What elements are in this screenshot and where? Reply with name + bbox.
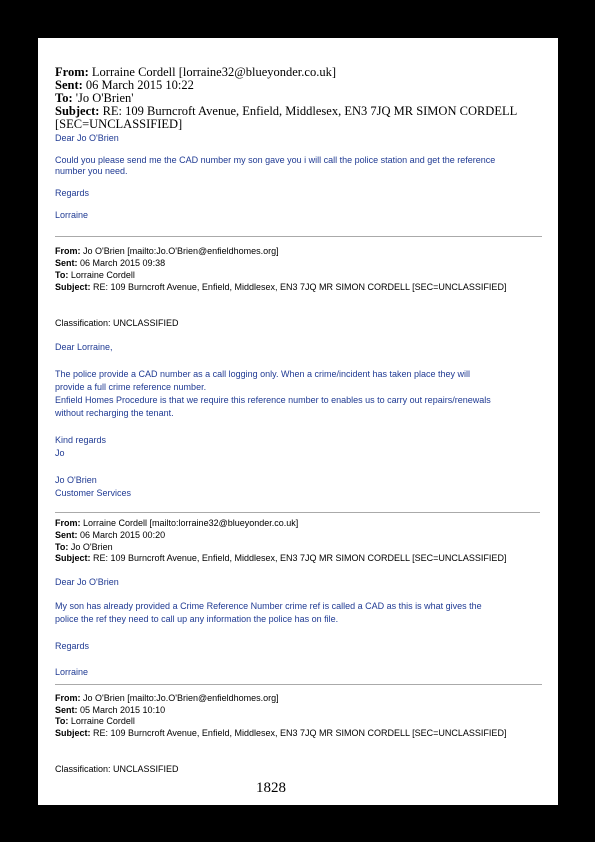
hdr2-subject-line — [55, 282, 506, 292]
msg2-kind-regards: Kind regards — [55, 435, 107, 445]
sent-label: Sent: — [55, 258, 78, 268]
to-value: Lorraine Cordell — [70, 270, 135, 280]
subject-label: Subject: — [55, 728, 91, 738]
msg2-sender-name: Jo O'Brien — [55, 475, 97, 485]
sent-value: 06 March 2015 09:38 — [80, 258, 166, 268]
sent-value: 06 March 2015 10:22 — [85, 78, 194, 92]
to-label: To: — [55, 716, 69, 726]
hdr3-subject-line — [55, 553, 506, 563]
subject-label: Subject: — [55, 104, 100, 118]
sent-value: 06 March 2015 00:20 — [80, 530, 166, 540]
msg1-body-line1: Could you please send me the CAD number my son gave you i will call the police station and get the reference — [55, 155, 496, 165]
from-label: From: — [55, 246, 81, 256]
msg2-greeting: Dear Lorraine, — [55, 342, 113, 352]
page-number: 1828 — [256, 780, 286, 796]
msg3-body-line2: police the ref they need to call up any information the police has on file. — [55, 614, 339, 624]
msg1-greeting: Dear Jo O'Brien — [55, 133, 119, 143]
msg2-para-line3: Enfield Homes Procedure is that we require this reference number to enables us to carry out repairs/renewals — [55, 395, 491, 405]
hdr3-to-line — [55, 542, 113, 552]
sent-label: Sent: — [55, 530, 78, 540]
to-label: To: — [55, 542, 69, 552]
top-from-line — [55, 66, 336, 78]
sent-value: 05 March 2015 10:10 — [80, 705, 166, 715]
from-label: From: — [55, 518, 81, 528]
hdr4-to-line — [55, 716, 135, 726]
to-label: To: — [55, 270, 69, 280]
divider — [55, 512, 540, 513]
msg1-regards: Regards — [55, 188, 90, 198]
subject-value: RE: 109 Burncroft Avenue, Enfield, Middlesex, EN3 7JQ MR SIMON CORDELL [SEC=UNCLASSIFIED] — [93, 282, 507, 292]
hdr3-sent-line — [55, 530, 165, 540]
msg1-signature: Lorraine — [55, 210, 89, 220]
top-subject-line — [55, 105, 517, 117]
msg2-jo: Jo — [55, 448, 65, 458]
hdr4-from-line — [55, 693, 279, 703]
sent-label: Sent: — [55, 78, 83, 92]
msg2-classification: Classification: UNCLASSIFIED — [55, 318, 179, 328]
subject-label: Subject: — [55, 553, 91, 563]
from-value: Jo O'Brien [mailto:Jo.O'Brien@enfieldhomes.org] — [83, 693, 279, 703]
msg2-para-line2: provide a full crime reference number. — [55, 382, 207, 392]
subject-label: Subject: — [55, 282, 91, 292]
divider — [55, 684, 542, 685]
hdr4-subject-line — [55, 728, 506, 738]
msg2-sender-dept: Customer Services — [55, 488, 132, 498]
subject-value: RE: 109 Burncroft Avenue, Enfield, Middlesex, EN3 7JQ MR SIMON CORDELL [SEC=UNCLASSIFIED] — [93, 553, 507, 563]
to-label: To: — [55, 91, 73, 105]
sent-label: Sent: — [55, 705, 78, 715]
msg1-body-line2: number you need. — [55, 166, 128, 176]
msg3-regards: Regards — [55, 641, 90, 651]
msg3-body-line1: My son has already provided a Crime Reference Number crime ref is called a CAD as this is what gives the — [55, 601, 482, 611]
hdr2-from-line — [55, 246, 279, 256]
from-value: Lorraine Cordell [lorraine32@blueyonder.co.uk] — [91, 65, 336, 79]
top-subject-cont: [SEC=UNCLASSIFIED] — [55, 117, 183, 131]
from-label: From: — [55, 693, 81, 703]
to-value: 'Jo O'Brien' — [75, 91, 134, 105]
document-page — [38, 38, 558, 805]
top-sent-line — [55, 79, 194, 91]
to-value: Jo O'Brien — [70, 542, 113, 552]
to-value: Lorraine Cordell — [70, 716, 135, 726]
divider — [55, 236, 542, 237]
msg2-para-line4: without recharging the tenant. — [55, 408, 174, 418]
hdr3-from-line — [55, 518, 298, 528]
msg4-classification: Classification: UNCLASSIFIED — [55, 764, 179, 774]
hdr4-sent-line — [55, 705, 165, 715]
msg3-greeting: Dear Jo O'Brien — [55, 577, 119, 587]
from-label: From: — [55, 65, 89, 79]
subject-value: RE: 109 Burncroft Avenue, Enfield, Middlesex, EN3 7JQ MR SIMON CORDELL [SEC=UNCLASSIFIED] — [93, 728, 507, 738]
from-value: Lorraine Cordell [mailto:lorraine32@blueyonder.co.uk] — [83, 518, 299, 528]
from-value: Jo O'Brien [mailto:Jo.O'Brien@enfieldhomes.org] — [83, 246, 279, 256]
msg3-signature: Lorraine — [55, 667, 89, 677]
hdr2-to-line — [55, 270, 135, 280]
top-to-line — [55, 92, 134, 104]
hdr2-sent-line — [55, 258, 165, 268]
msg2-para-line1: The police provide a CAD number as a call logging only. When a crime/incident has taken place they will — [55, 369, 471, 379]
subject-value: RE: 109 Burncroft Avenue, Enfield, Middlesex, EN3 7JQ MR SIMON CORDELL — [102, 104, 518, 118]
